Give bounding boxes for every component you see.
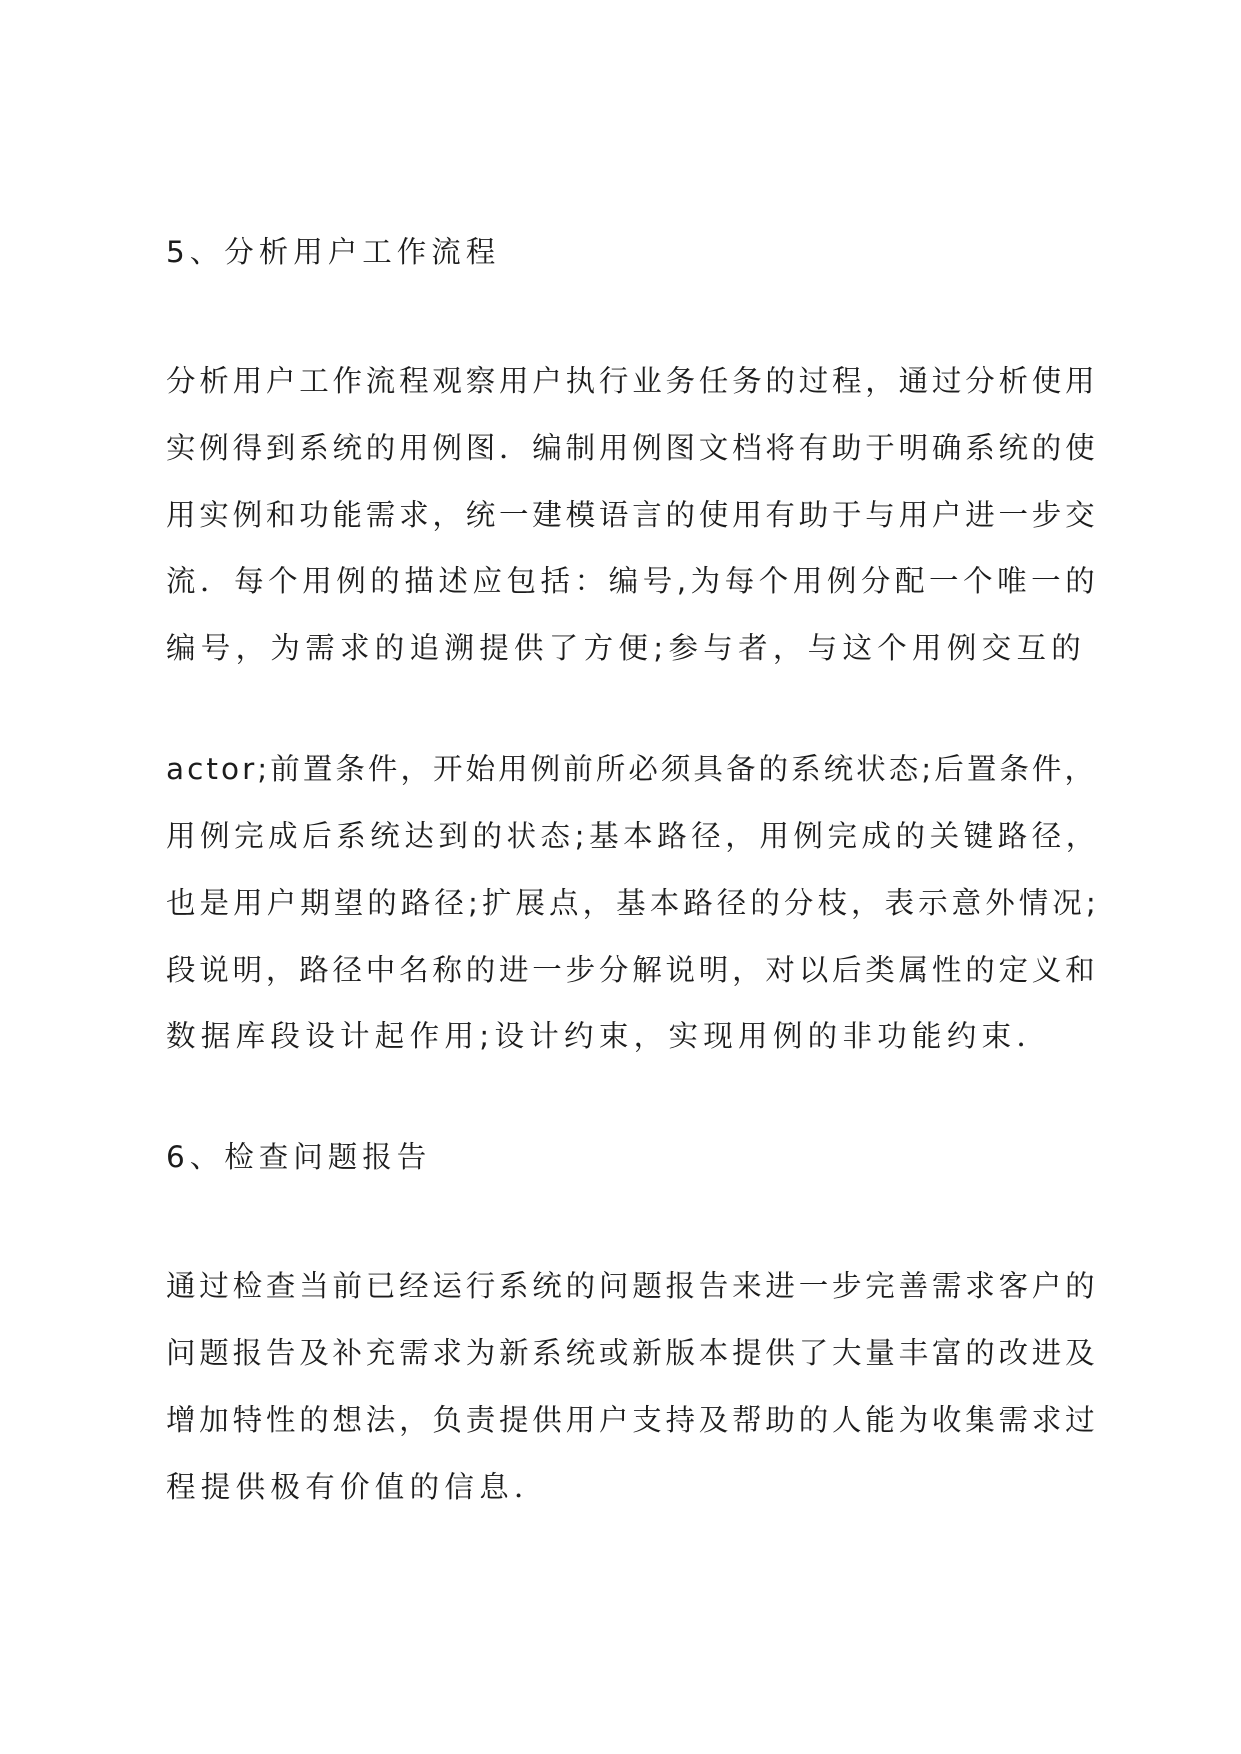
paragraph-line: 问题报告及补充需求为新系统或新版本提供了大量丰富的改进及 xyxy=(166,1336,1099,1370)
paragraph-line: 用例完成后系统达到的状态;基本路径，用例完成的关键路径， xyxy=(166,819,1100,853)
paragraph-line: 增加特性的想法，负责提供用户支持及帮助的人能为收集需求过 xyxy=(166,1403,1099,1437)
paragraph-line: 程提供极有价值的信息． xyxy=(166,1470,549,1504)
paragraph-line: 通过检查当前已经运行系统的问题报告来进一步完善需求客户的 xyxy=(166,1269,1099,1303)
paragraph-line: 实例得到系统的用例图．编制用例图文档将有助于明确系统的使 xyxy=(166,431,1099,465)
paragraph-line: 也是用户期望的路径;扩展点，基本路径的分枝，表示意外情况; xyxy=(166,886,1100,920)
section-5-heading: 5、分析用户工作流程 xyxy=(166,235,501,269)
section-6-heading: 6、检查问题报告 xyxy=(166,1140,432,1174)
paragraph-line: 分析用户工作流程观察用户执行业务任务的过程，通过分析使用 xyxy=(166,364,1099,398)
paragraph-line: 编号，为需求的追溯提供了方便;参与者，与这个用例交互的 xyxy=(166,631,1087,665)
paragraph-line: 数据库段设计起作用;设计约束，实现用例的非功能约束． xyxy=(166,1019,1052,1053)
paragraph-line: actor;前置条件，开始用例前所必须具备的系统状态;后置条件， xyxy=(166,752,1098,786)
paragraph-line: 用实例和功能需求，统一建模语言的使用有助于与用户进一步交 xyxy=(166,498,1099,532)
paragraph-line: 流．每个用例的描述应包括：编号,为每个用例分配一个唯一的 xyxy=(166,564,1100,598)
paragraph-line: 段说明，路径中名称的进一步分解说明，对以后类属性的定义和 xyxy=(166,953,1099,987)
